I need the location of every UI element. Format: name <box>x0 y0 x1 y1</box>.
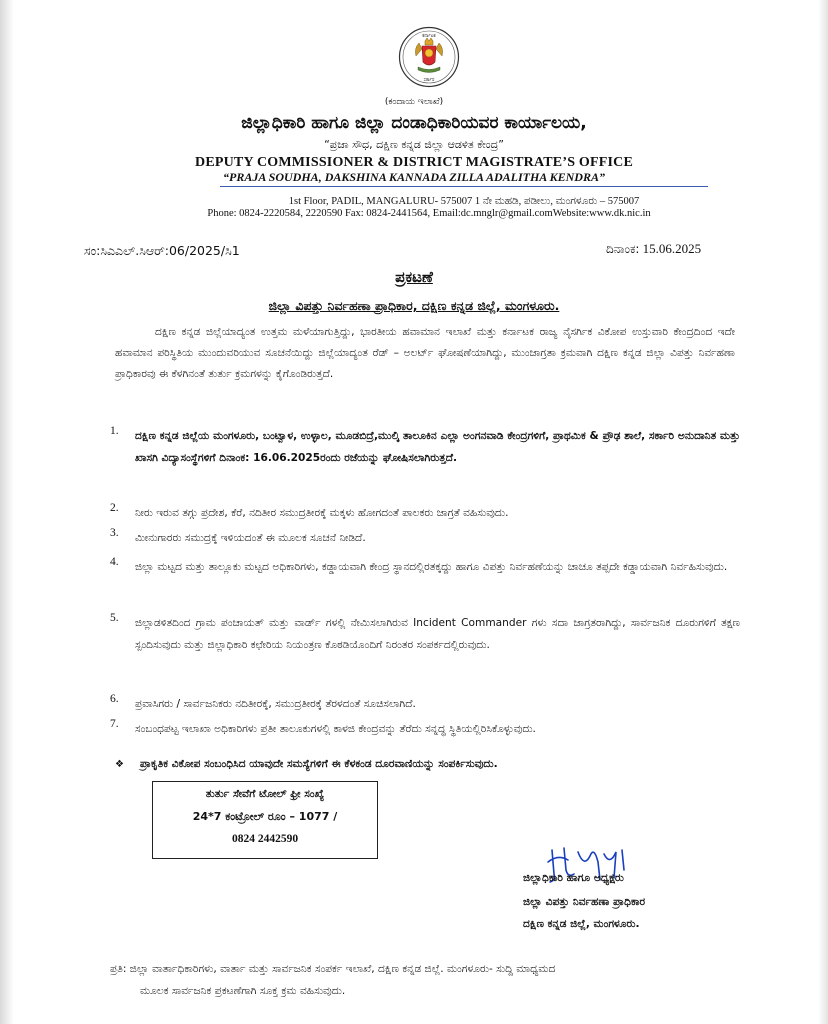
item-number: 2. <box>110 502 119 514</box>
item-number: 1. <box>110 425 119 437</box>
item-number: 5. <box>110 612 119 624</box>
intro-paragraph: ದಕ್ಷಿಣ ಕನ್ನಡ ಜಿಲ್ಲೆಯಾದ್ಯಂತ ಉತ್ತಮ ಮಳೆಯಾಗುತ್ತಿದ್ದು, ಭಾರತೀಯ ಹವಾಮಾನ ಇಲಾಖೆ ಮತ್ತು ಕರ್ನಾಟಕ ರಾಜ್ಯ ನೈಸರ್ಗಿಕ ವಿಕೋಪ ಉಸ್ತುವಾರಿ ಕೇಂದ್ರದಿಂದ ಇದೇ ಹವಾಮಾನ ಪರಿಸ್ಥಿತಿಯ ಮುಂದುವರಿಯುವ ಸೂಚನೆಯಿದ್ದು ಜಿಲ್ಲೆಯಾದ್ಯಂತ ರೆಡ್ – ಅಲರ್ಟ್ ಘೋಷಣೆಯಾಗಿದ್ದು, ಮುಂಜಾಗ್ರತಾ ಕ್ರಮವಾಗಿ ದಕ್ಷಿಣ ಕನ್ನಡ ಜಿಲ್ಲಾ ವಿಪತ್ತು ನಿರ್ವಹಣಾ ಪ್ರಾಧಿಕಾರವು ಈ ಕೆಳಗಿನಂತೆ ತುರ್ತು ಕ್ರಮಗಳನ್ನು ಕೈಗೊಂಡಿರುತ್ತದೆ. <box>115 326 735 380</box>
tollfree-box <box>152 781 378 859</box>
item-number: 7. <box>110 718 119 730</box>
notice-title: ಪ್ರಕಟಣೆ <box>395 268 433 286</box>
item-text: ದಕ್ಷಿಣ ಕನ್ನಡ ಜಿಲ್ಲೆಯ ಮಂಗಳೂರು, ಬಂಟ್ವಾಳ, ಉಳ್ಳಾಲ, ಮೂಡಬಿದ್ರೆ,ಮುಲ್ಕಿ ತಾಲೂಕಿನ ಎಲ್ಲಾ ಅಂಗನವಾಡಿ ಕೇಂದ್ರಗಳಿಗೆ, ಪ್ರಾಥಮಿಕ & ಪ್ರೌಢ ಶಾಲೆ, ಸರ್ಕಾರಿ ಅನುದಾನಿತ ಮತ್ತು ಖಾಸಗಿ ವಿದ್ಯಾಸಂಸ್ಥೆಗಳಿಗೆ ದಿನಾಂಕ: 16.06.2025ರಂದು ರಜೆಯನ್ನು ಘೋಷಿಸಲಾಗಿರುತ್ತದೆ. <box>135 430 740 464</box>
contact-phone-email: Phone: 0824-2220584, 2220590 Fax: 0824-2441564, Email:dc.mnglr@gmail.comWebsite:www.dk.nic.in <box>207 208 651 219</box>
office-address-kannada: “ಪ್ರಜಾ ಸೌಧ, ದಕ್ಷಿಣ ಕನ್ನಡ ಜಿಲ್ಲಾ ಆಡಳಿತ ಕೇಂದ್ರ” <box>324 138 504 151</box>
office-address-english: “PRAJA SOUDHA, DAKSHINA KANNADA ZILLA ADALITHA KENDRA” <box>223 170 605 184</box>
page-shadow-left <box>0 0 14 1024</box>
date-label: ದಿನಾಂಕ: <box>606 242 640 256</box>
helpline-note <box>115 758 735 771</box>
copy-to-line-1: ಪ್ರತಿ: ಜಿಲ್ಲಾ ವಾರ್ತಾಧಿಕಾರಿಗಳು, ವಾರ್ತಾ ಮತ್ತು ಸಾರ್ವಜನಿಕ ಸಂಪರ್ಕ ಇಲಾಖೆ, ದಕ್ಷಿಣ ಕನ್ನಡ ಜಿಲ್ಲೆ. ಮಂಗಳೂರು- ಸುದ್ದಿ ಮಾಧ್ಯಮದ <box>110 963 556 975</box>
date-value: 15.06.2025 <box>642 241 702 256</box>
control-room-number: 24*7 ಕಂಟ್ರೋಲ್ ರೂಂ – 1077 / <box>192 810 338 823</box>
item-text: ಪ್ರವಾಸಿಗರು / ಸಾರ್ವಜನಿಕರು ನದಿತೀರಕ್ಕೆ, ಸಮುದ್ರತೀರಕ್ಕೆ ತೆರಳದಂತೆ ಸೂಚಿಸಲಾಗಿದೆ. <box>135 698 416 710</box>
reference-number: ಸಂ:ಸಿಎಎಲ್.ಸಿಆರ್:06/2025/ಸಿ1 <box>84 243 240 258</box>
item-text: ಜಿಲ್ಲಾಡಳಿತದಿಂದ ಗ್ರಾಮ ಪಂಚಾಯತ್ ಮತ್ತು ವಾರ್ಡ್ ಗಳಲ್ಲಿ ನೇಮಿಸಲಾಗಿರುವ Incident Commander ಗಳು ಸದಾ ಜಾಗ್ರತರಾಗಿದ್ದು, ಸಾರ್ವಜನಿಕ ದೂರುಗಳಿಗೆ ತಕ್ಷಣ ಸ್ಪಂದಿಸುವುದು ಮತ್ತು ಜಿಲ್ಲಾಧಿಕಾರಿ ಕಛೇರಿಯ ನಿಯಂತ್ರಣ ಕೊಠಡಿಯೊಂದಿಗೆ ನಿರಂತರ ಸಂಪರ್ಕದಲ್ಲಿರುವುದು. <box>135 617 740 651</box>
item-text: ಮೀನುಗಾರರು ಸಮುದ್ರಕ್ಕೆ ಇಳಿಯದಂತೆ ಈ ಮೂಲಕ ಸೂಚನೆ ನೀಡಿದೆ. <box>135 532 366 544</box>
copy-to <box>110 958 750 1002</box>
diamond-bullet-icon: ❖ <box>115 759 124 770</box>
item-text: ನೀರು ಇರುವ ತಗ್ಗು ಪ್ರದೇಶ, ಕೆರೆ, ನದಿತೀರ ಸಮುದ್ರತೀರಕ್ಕೆ ಮಕ್ಕಳು ಹೋಗದಂತೆ ಪಾಲಕರು ಜಾಗ್ರತೆ ವಹಿಸುವುದು. <box>135 507 509 519</box>
landline-number: 0824 2442590 <box>231 833 299 845</box>
authority-heading: ಜಿಲ್ಲಾ ವಿಪತ್ತು ನಿರ್ವಹಣಾ ಪ್ರಾಧಿಕಾರ, ದಕ್ಷಿಣ ಕನ್ನಡ ಜಿಲ್ಲೆ, ಮಂಗಳೂರು. <box>268 298 560 313</box>
helpline-note-text: ಪ್ರಾಕೃತಿಕ ವಿಕೋಪ ಸಂಬಂಧಿಸಿದ ಯಾವುದೇ ಸಮಸ್ಯೆಗಳಿಗೆ ಈ ಕೆಳಕಂಡ ದೂರವಾಣಿಯನ್ನು ಸಂಪರ್ಕಿಸುವುದು. <box>140 758 498 770</box>
notice-date <box>606 241 701 257</box>
department-label: (ಕಂದಾಯ ಇಲಾಖೆ) <box>384 97 444 107</box>
item-text: ಜಿಲ್ಲಾ ಮಟ್ಟದ ಮತ್ತು ತಾಲ್ಲೂಕು ಮಟ್ಟದ ಅಧಿಕಾರಿಗಳು, ಕಡ್ಡಾಯವಾಗಿ ಕೇಂದ್ರ ಸ್ಥಾನದಲ್ಲಿರತಕ್ಕದ್ದು ಹಾಗೂ ವಿಪತ್ತು ನಿರ್ವಹಣೆಯನ್ನು ಚಾಚೂ ತಪ್ಪದೇ ಕಡ್ಡಾಯವಾಗಿ ನಿರ್ವಹಿಸುವುದು. <box>135 561 728 573</box>
item-number: 3. <box>110 527 119 539</box>
office-title-english: DEPUTY COMMISSIONER & DISTRICT MAGISTRATE’S OFFICE <box>195 155 633 170</box>
emblem-top-text: ಕರ್ನಾಟಕ <box>422 34 436 39</box>
signatory-authority: ಜಿಲ್ಲಾ ವಿಪತ್ತು ನಿರ್ವಹಣಾ ಪ್ರಾಧಿಕಾರ <box>523 896 646 908</box>
copy-to-line-2: ಮೂಲಕ ಸಾರ್ವಜನಿಕ ಪ್ರಕಟಣೆಗಾಗಿ ಸೂಕ್ತ ಕ್ರಮ ವಹಿಸುವುದು. <box>140 985 346 997</box>
item-number: 4. <box>110 556 119 568</box>
item-number: 6. <box>110 693 119 705</box>
signatory-title: ಜಿಲ್ಲಾಧಿಕಾರಿ ಹಾಗೂ ಅಧ್ಯಕ್ಷರು <box>523 872 624 884</box>
emblem-bottom-text: ಸರ್ಕಾರ <box>423 78 435 83</box>
karnataka-emblem-icon <box>398 26 460 88</box>
contact-address: 1st Floor, PADIL, MANGALURU- 575007 1 ನೇ ಮಹಡಿ, ಪಡೀಲು, ಮಂಗಳೂರು – 575007 <box>288 196 640 207</box>
item-text: ಸಂಬಂಧಪಟ್ಟ ಇಲಾಖಾ ಅಧಿಕಾರಿಗಳು ಪ್ರತೀ ತಾಲೂಕುಗಳಲ್ಲಿ ಕಾಳಜಿ ಕೇಂದ್ರವನ್ನು ತೆರೆದು ಸನ್ನದ್ಧ ಸ್ಥಿತಿಯಲ್ಲಿರಿಸಿಕೊಳ್ಳುವುದು. <box>135 723 536 735</box>
signatory-location: ದಕ್ಷಿಣ ಕನ್ನಡ ಜಿಲ್ಲೆ, ಮಂಗಳೂರು. <box>523 918 640 930</box>
page-shadow-right <box>818 0 828 1024</box>
tollfree-heading: ತುರ್ತು ಸೇವೆಗೆ ಟೋಲ್ ಫ್ರೀ ಸಂಖ್ಯೆ <box>205 788 325 800</box>
office-title-kannada: ಜಿಲ್ಲಾಧಿಕಾರಿ ಹಾಗೂ ಜಿಲ್ಲಾ ದಂಡಾಧಿಕಾರಿಯವರ ಕಾರ್ಯಾಲಯ, <box>241 113 587 133</box>
header-divider <box>220 186 708 187</box>
